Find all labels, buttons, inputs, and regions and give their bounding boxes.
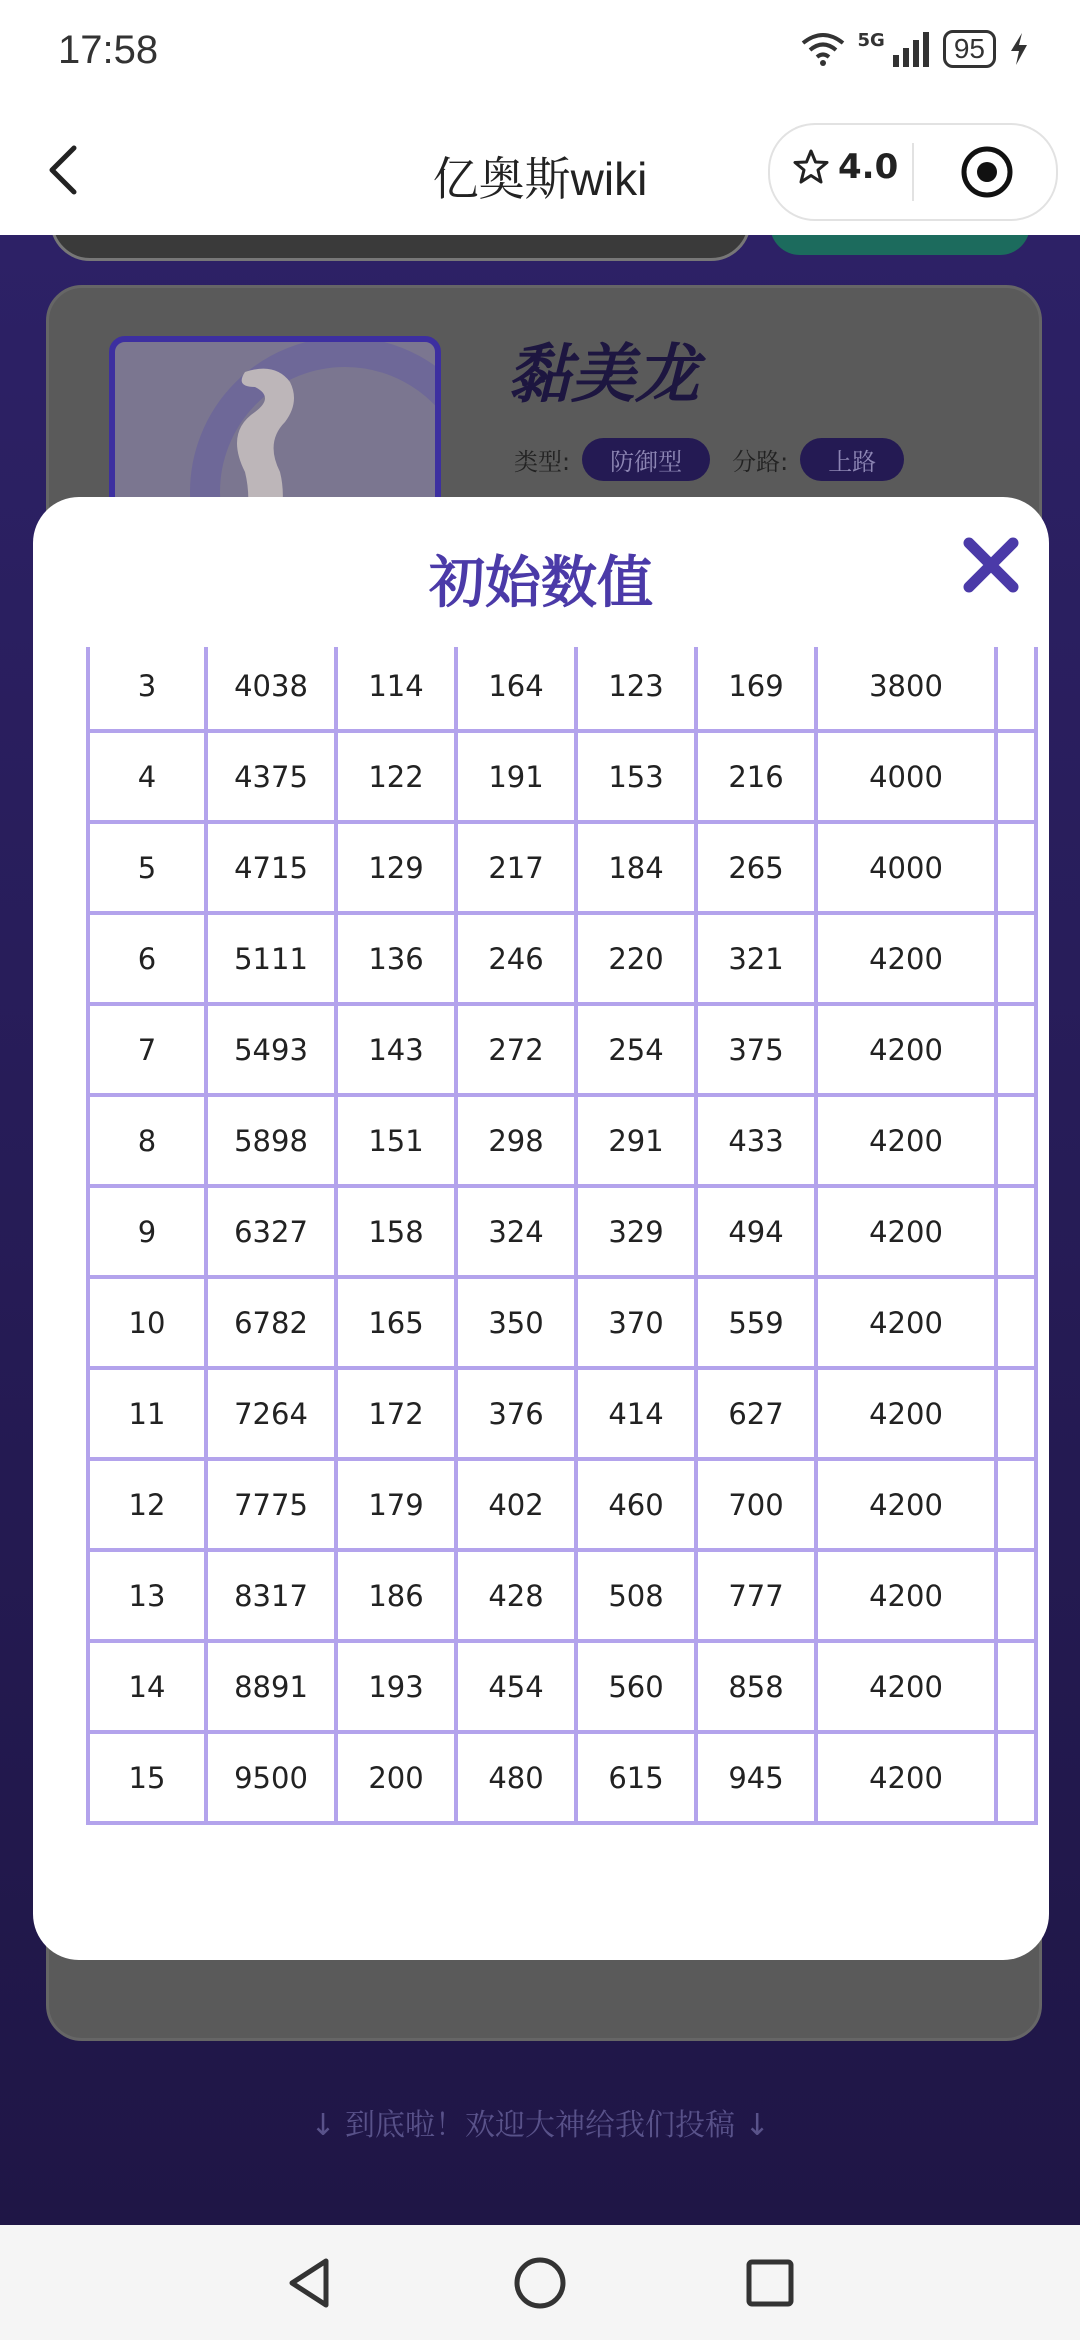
- battery-level: 95: [943, 30, 996, 68]
- table-cell: 560: [576, 1641, 696, 1732]
- status-bar: [0, 0, 1080, 105]
- table-cell: 217: [456, 822, 576, 913]
- pokemon-name: 黏美龙: [507, 338, 699, 410]
- table-cell: 700: [696, 1459, 816, 1550]
- table-cell: 291: [576, 1095, 696, 1186]
- table-cell: 8: [88, 1095, 206, 1186]
- table-cell: 402: [456, 1459, 576, 1550]
- table-cell: 136: [336, 913, 456, 1004]
- table-cell-overflow: [996, 1459, 1036, 1550]
- miniprogram-capsule: [768, 123, 1058, 221]
- table-row: [88, 1459, 1036, 1550]
- table-cell: 6782: [206, 1277, 336, 1368]
- table-cell: 4200: [816, 913, 996, 1004]
- table-cell-overflow: [996, 731, 1036, 822]
- table-cell: 122: [336, 731, 456, 822]
- table-cell: 3: [88, 647, 206, 731]
- page-footer: [0, 2100, 1080, 2144]
- table-cell: 165: [336, 1277, 456, 1368]
- table-cell: 324: [456, 1186, 576, 1277]
- stats-table: [86, 647, 1038, 1825]
- modal-title: 初始数值: [429, 551, 653, 614]
- table-cell: 123: [576, 647, 696, 731]
- table-cell: 4375: [206, 731, 336, 822]
- table-row: [88, 1368, 1036, 1459]
- table-cell: 129: [336, 822, 456, 913]
- table-cell: 4200: [816, 1277, 996, 1368]
- table-cell: 12: [88, 1459, 206, 1550]
- arrow-down-icon: ↓: [310, 2108, 336, 2143]
- table-cell: 11: [88, 1368, 206, 1459]
- capsule-divider: [912, 143, 914, 201]
- table-row: [88, 1550, 1036, 1641]
- app-header: [0, 105, 1080, 235]
- table-cell: 13: [88, 1550, 206, 1641]
- table-cell-overflow: [996, 913, 1036, 1004]
- table-cell: 480: [456, 1732, 576, 1823]
- table-cell: 4038: [206, 647, 336, 731]
- table-cell: 114: [336, 647, 456, 731]
- page-title: 亿奥斯wiki: [432, 153, 648, 205]
- table-row: [88, 1277, 1036, 1368]
- table-cell: 184: [576, 822, 696, 913]
- table-cell: 8891: [206, 1641, 336, 1732]
- table-cell: 272: [456, 1004, 576, 1095]
- table-cell: 6327: [206, 1186, 336, 1277]
- table-cell: 5: [88, 822, 206, 913]
- table-cell: 4000: [816, 822, 996, 913]
- type-badge: 防御型: [582, 438, 710, 481]
- table-cell: 4200: [816, 1732, 996, 1823]
- table-row: [88, 1095, 1036, 1186]
- table-cell: 4200: [816, 1368, 996, 1459]
- table-cell: 4200: [816, 1459, 996, 1550]
- table-cell: 151: [336, 1095, 456, 1186]
- system-nav-bar: [0, 2225, 1080, 2340]
- table-cell-overflow: [996, 1550, 1036, 1641]
- bg-top-panel: [50, 235, 751, 261]
- table-cell: 158: [336, 1186, 456, 1277]
- table-cell-overflow: [996, 1277, 1036, 1368]
- rating-value: 4.0: [838, 147, 899, 187]
- table-cell-overflow: [996, 1186, 1036, 1277]
- table-cell-overflow: [996, 1641, 1036, 1732]
- arrow-down-icon: ↓: [744, 2108, 770, 2143]
- table-cell: 254: [576, 1004, 696, 1095]
- network-type: 5G: [857, 30, 885, 51]
- table-cell: 4200: [816, 1550, 996, 1641]
- table-row: [88, 1186, 1036, 1277]
- close-icon[interactable]: [961, 535, 1021, 595]
- lane-badge: 上路: [800, 438, 904, 481]
- charging-icon: [1008, 31, 1030, 67]
- table-cell-overflow: [996, 647, 1036, 731]
- table-cell-overflow: [996, 1368, 1036, 1459]
- stats-table-scroll[interactable]: [86, 647, 1038, 1897]
- table-cell: 5111: [206, 913, 336, 1004]
- table-row: [88, 1641, 1036, 1732]
- table-cell: 5898: [206, 1095, 336, 1186]
- table-cell: 7775: [206, 1459, 336, 1550]
- table-cell: 164: [456, 647, 576, 731]
- table-cell: 433: [696, 1095, 816, 1186]
- nav-home-icon[interactable]: [512, 2255, 568, 2311]
- table-cell: 454: [456, 1641, 576, 1732]
- table-cell: 508: [576, 1550, 696, 1641]
- table-cell: 559: [696, 1277, 816, 1368]
- table-cell: 370: [576, 1277, 696, 1368]
- table-cell: 4000: [816, 731, 996, 822]
- table-cell-overflow: [996, 1095, 1036, 1186]
- table-cell: 777: [696, 1550, 816, 1641]
- table-cell: 321: [696, 913, 816, 1004]
- stats-modal: [33, 497, 1049, 1960]
- table-cell: 265: [696, 822, 816, 913]
- table-cell: 169: [696, 647, 816, 731]
- signal-icon: [891, 31, 931, 67]
- table-cell: 220: [576, 913, 696, 1004]
- table-cell: 414: [576, 1368, 696, 1459]
- table-cell: 4: [88, 731, 206, 822]
- table-cell: 627: [696, 1368, 816, 1459]
- target-icon[interactable]: [960, 145, 1014, 199]
- table-cell: 298: [456, 1095, 576, 1186]
- table-cell: 4200: [816, 1641, 996, 1732]
- table-cell: 615: [576, 1732, 696, 1823]
- table-cell: 428: [456, 1550, 576, 1641]
- table-cell: 460: [576, 1459, 696, 1550]
- table-cell: 376: [456, 1368, 576, 1459]
- table-cell: 179: [336, 1459, 456, 1550]
- table-row: [88, 731, 1036, 822]
- table-cell: 172: [336, 1368, 456, 1459]
- table-cell: 945: [696, 1732, 816, 1823]
- status-time: 17:58: [58, 28, 159, 72]
- table-cell: 186: [336, 1550, 456, 1641]
- table-cell: 15: [88, 1732, 206, 1823]
- table-cell-overflow: [996, 1732, 1036, 1823]
- table-row: [88, 913, 1036, 1004]
- table-cell-overflow: [996, 1004, 1036, 1095]
- table-cell: 4715: [206, 822, 336, 913]
- rating-button[interactable]: [792, 147, 898, 187]
- bg-top-button: [770, 235, 1030, 255]
- table-cell: 14: [88, 1641, 206, 1732]
- status-icons: [800, 30, 1030, 68]
- table-cell: 9: [88, 1186, 206, 1277]
- table-cell: 216: [696, 731, 816, 822]
- table-cell: 7: [88, 1004, 206, 1095]
- lane-label: 分路:: [732, 448, 789, 476]
- type-label: 类型:: [514, 448, 571, 476]
- table-cell: 6: [88, 913, 206, 1004]
- table-cell: 350: [456, 1277, 576, 1368]
- table-cell: 4200: [816, 1186, 996, 1277]
- footer-text: 到底啦！欢迎大神给我们投稿: [345, 2108, 735, 2143]
- table-cell: 200: [336, 1732, 456, 1823]
- table-cell: 4200: [816, 1095, 996, 1186]
- table-cell: 193: [336, 1641, 456, 1732]
- table-cell: 3800: [816, 647, 996, 731]
- table-cell: 4200: [816, 1004, 996, 1095]
- table-cell: 329: [576, 1186, 696, 1277]
- table-cell: 5493: [206, 1004, 336, 1095]
- table-cell: 858: [696, 1641, 816, 1732]
- table-cell: 375: [696, 1004, 816, 1095]
- table-row: [88, 647, 1036, 731]
- table-cell: 9500: [206, 1732, 336, 1823]
- nav-recents-icon[interactable]: [742, 2255, 798, 2311]
- table-row: [88, 1004, 1036, 1095]
- table-cell: 494: [696, 1186, 816, 1277]
- table-cell: 191: [456, 731, 576, 822]
- table-cell: 8317: [206, 1550, 336, 1641]
- wifi-icon: [800, 31, 846, 67]
- nav-back-icon[interactable]: [282, 2255, 338, 2311]
- table-row: [88, 1732, 1036, 1823]
- table-cell: 7264: [206, 1368, 336, 1459]
- table-cell: 10: [88, 1277, 206, 1368]
- pokemon-meta: [514, 438, 904, 481]
- table-cell: 143: [336, 1004, 456, 1095]
- table-cell-overflow: [996, 822, 1036, 913]
- table-row: [88, 822, 1036, 913]
- table-cell: 153: [576, 731, 696, 822]
- table-cell: 246: [456, 913, 576, 1004]
- star-icon: [792, 148, 830, 186]
